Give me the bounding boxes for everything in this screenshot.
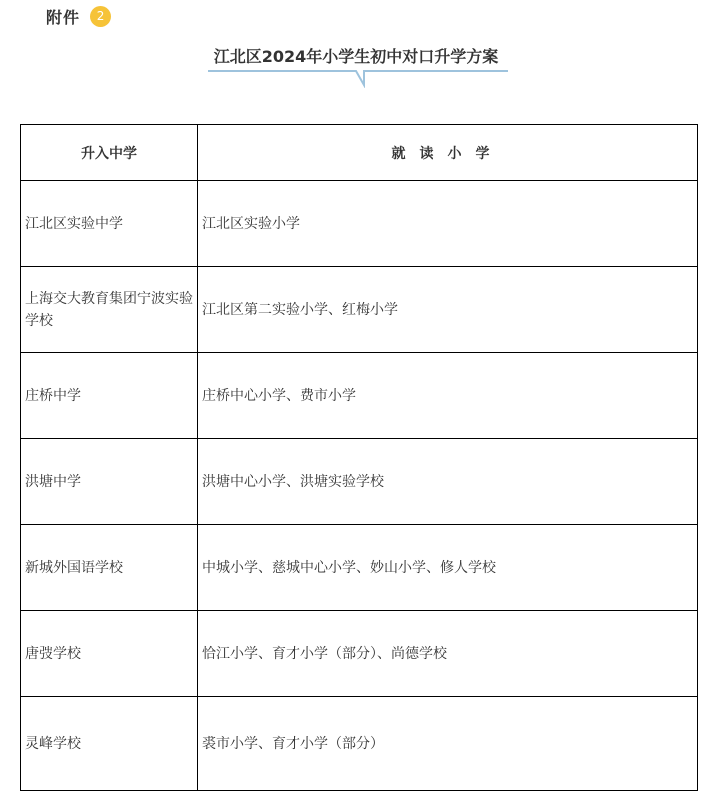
table-row xyxy=(21,697,698,791)
middle-school-cell: 庄桥中学 xyxy=(21,353,198,439)
primary-schools-cell: 江北区第二实验小学、红梅小学 xyxy=(198,267,698,353)
page-title: 江北区2024年小学生初中对口升学方案 xyxy=(213,47,499,66)
title-underline xyxy=(208,68,508,88)
attachment-number-badge: 2 xyxy=(90,6,111,27)
middle-school-cell: 上海交大教育集团宁波实验学校 xyxy=(21,267,198,353)
primary-schools-cell: 裘市小学、育才小学（部分） xyxy=(198,697,698,791)
primary-schools-cell: 江北区实验小学 xyxy=(198,181,698,267)
middle-school-cell: 新城外国语学校 xyxy=(21,525,198,611)
middle-school-cell: 洪塘中学 xyxy=(21,439,198,525)
header-primary-schools: 就读小学 xyxy=(198,125,698,181)
primary-schools-cell: 庄桥中心小学、费市小学 xyxy=(198,353,698,439)
header-middle-school: 升入中学 xyxy=(21,125,198,181)
table-header-row xyxy=(21,125,698,181)
table-row xyxy=(21,181,698,267)
table-row xyxy=(21,267,698,353)
primary-schools-cell: 中城小学、慈城中心小学、妙山小学、修人学校 xyxy=(198,525,698,611)
middle-school-cell: 江北区实验中学 xyxy=(21,181,198,267)
middle-school-cell: 唐弢学校 xyxy=(21,611,198,697)
table-row xyxy=(21,611,698,697)
primary-schools-cell: 洪塘中心小学、洪塘实验学校 xyxy=(198,439,698,525)
middle-school-cell: 灵峰学校 xyxy=(21,697,198,791)
table-row xyxy=(21,525,698,611)
table-row xyxy=(21,439,698,525)
table-row xyxy=(21,353,698,439)
school-mapping-table xyxy=(20,124,698,791)
primary-schools-cell: 恰江小学、育才小学（部分）、尚德学校 xyxy=(198,611,698,697)
attachment-label: 附件 xyxy=(46,7,81,27)
attachment-header xyxy=(46,4,111,28)
